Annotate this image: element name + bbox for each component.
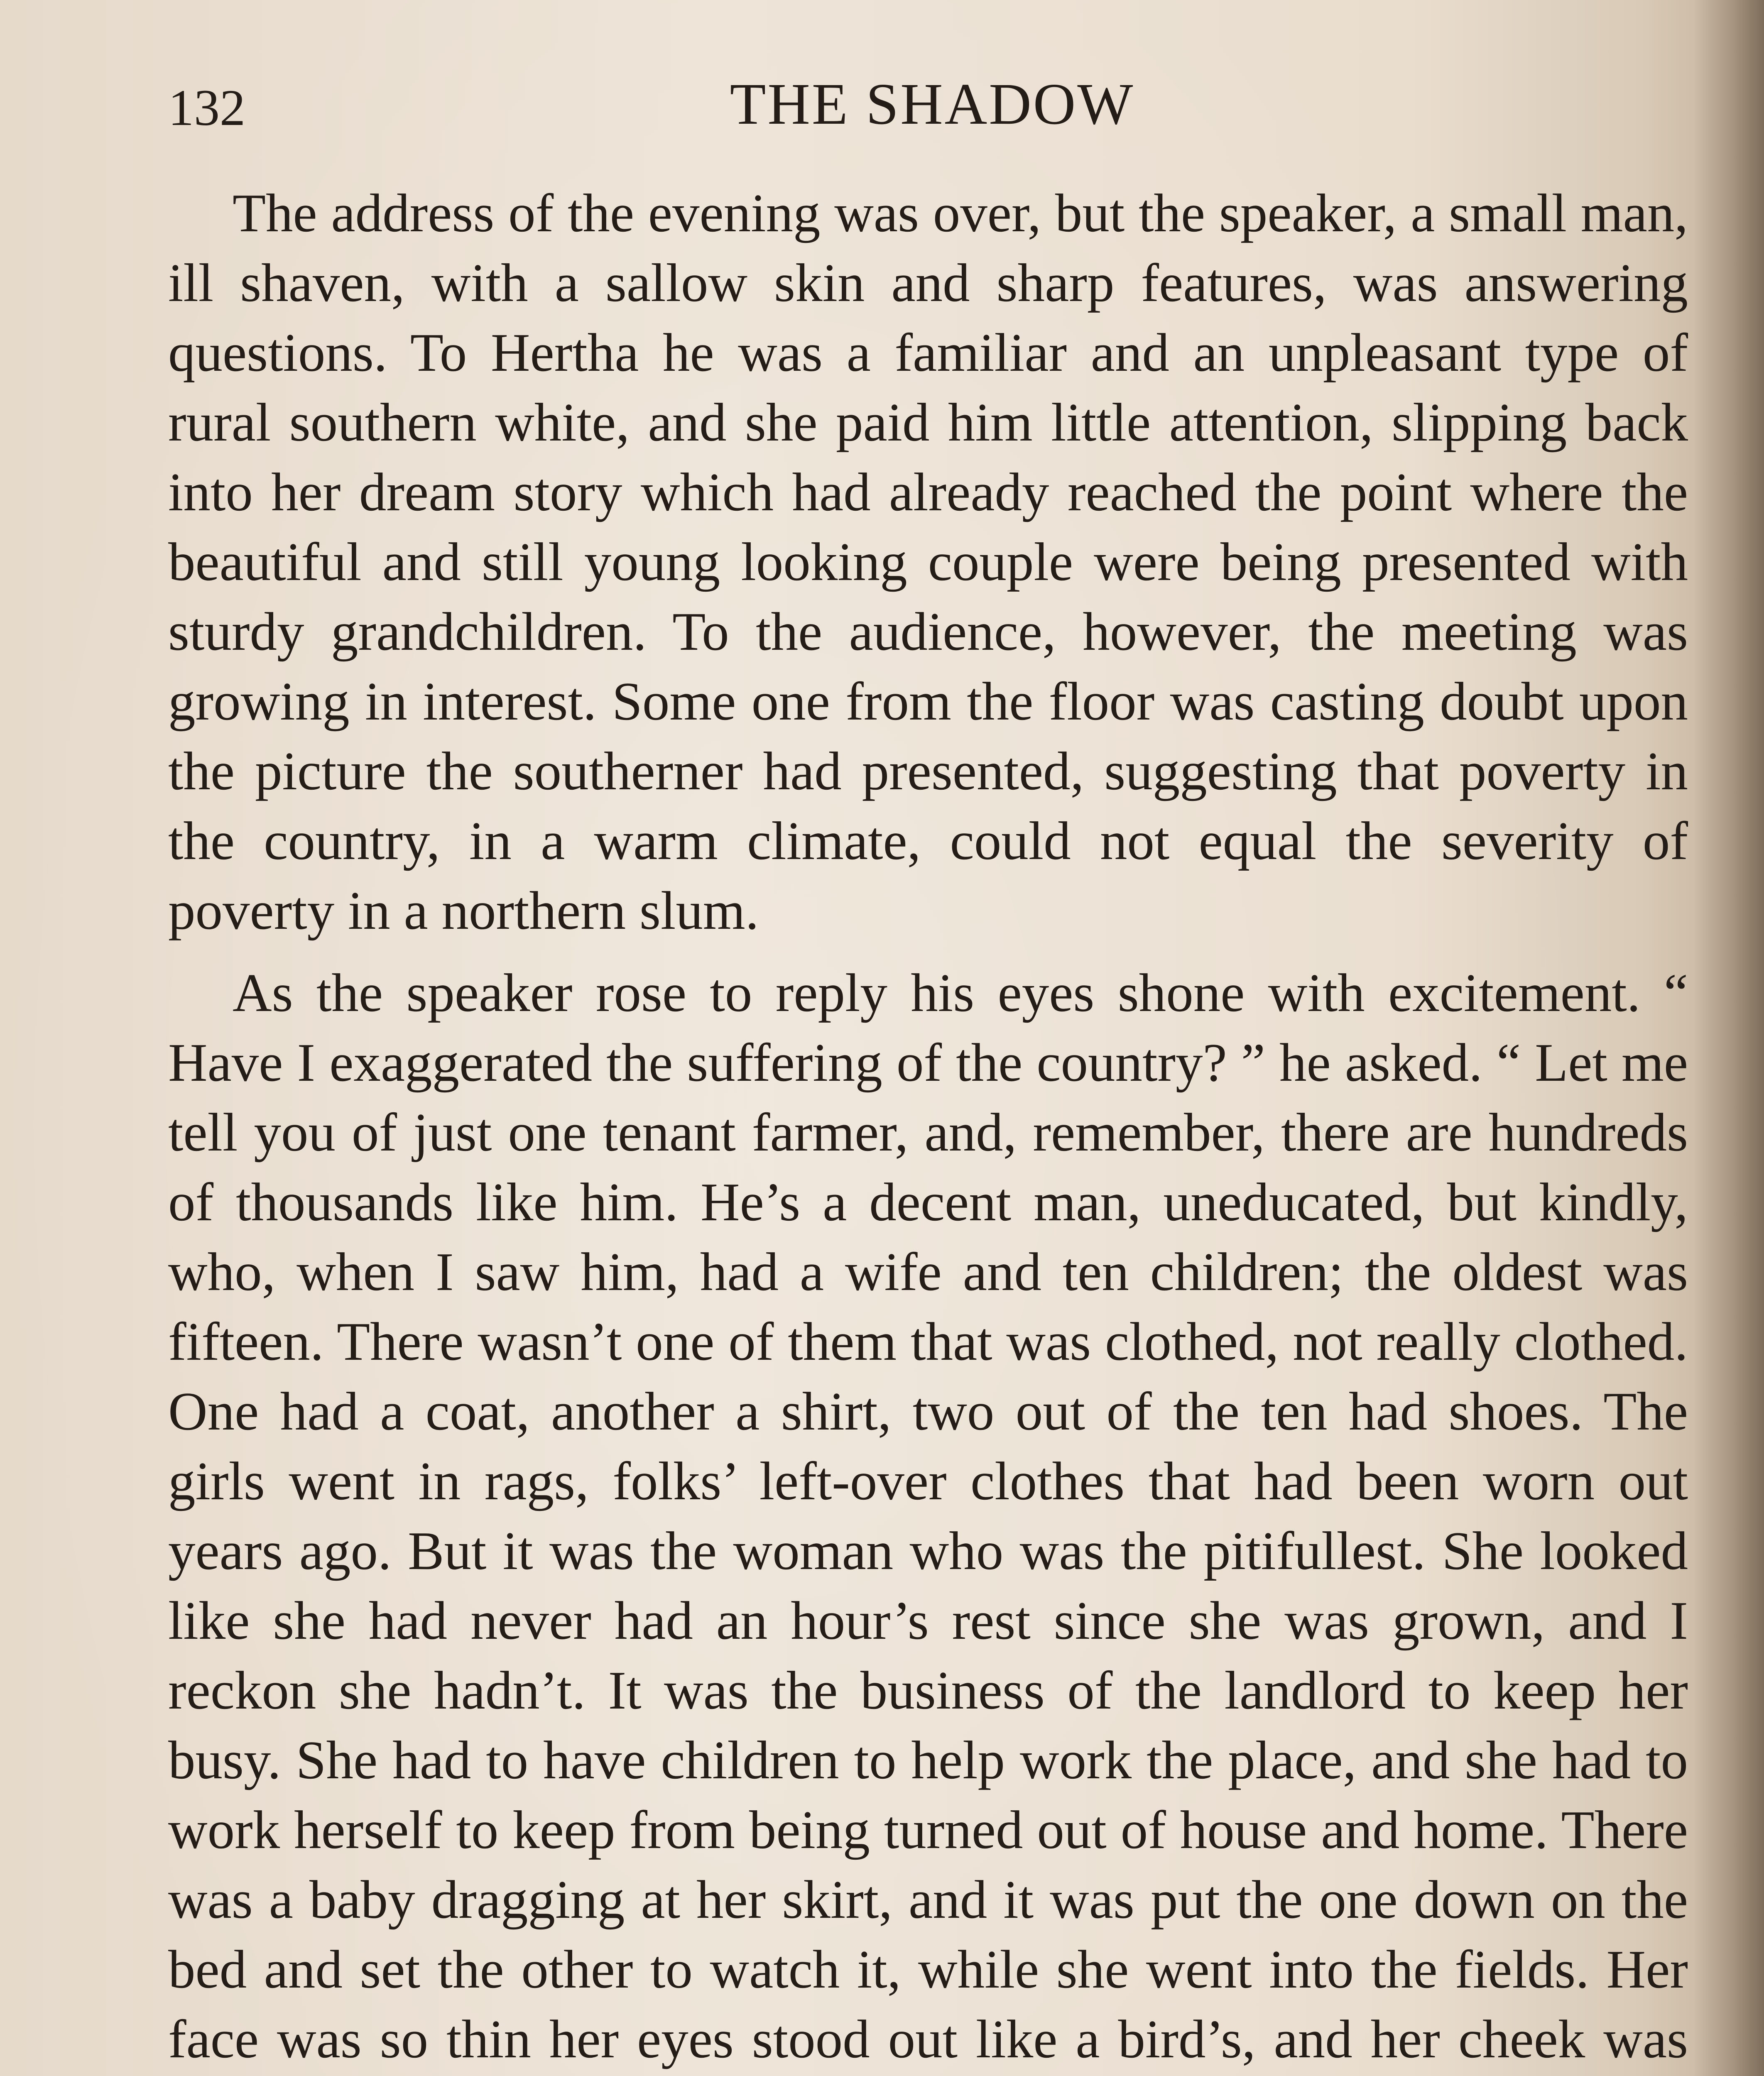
binding-shadow	[1693, 0, 1764, 2076]
running-head: THE SHADOW	[730, 71, 1135, 137]
page-number: 132	[168, 79, 245, 136]
paragraph-1: The address of the evening was over, but the speaker, a small man, ill shaven, with a sallow skin and sharp features, was answering questions. To Hertha he was a familiar and an unpleasant type of rural southern white, and she paid him little attention, slipping back into her dream story which had already reached the point where the beautiful and still young looking couple were being presented with sturdy grandchildren. To the audience, however, the meeting was growing in interest. Some one from the floor was casting doubt upon the picture the southerner had presented, suggesting that poverty in the country, in a warm climate, could not equal the severity of poverty in a northern slum.	[168, 183, 1688, 941]
paragraph-2: As the speaker rose to reply his eyes shone with excitement. “ Have I exaggerated the suffering of the country? ” he asked. “ Let me tell you of just one tenant farmer, and, remember, there are hundreds of thousands like him. He’s a decent man, uneducated, but kindly, who, when I saw him, had a wife and ten children; the oldest was fifteen. There wasn’t one of them that was clothed, not really clothed. One had a coat, another a shirt, two out of the ten had shoes. The girls went in rags, folks’ left-over clothes that had been worn out years ago. But it was the woman who was the pitifullest. She looked like she had never had an hour’s rest since she was grown, and I reckon she hadn’t. It was the business of the landlord to keep her busy. She had to have children to help work the place, and she had to work herself to keep from being turned out of house and home. There was a baby dragging at her skirt, and it was put the one down on the bed and set the other to watch it, while she went into the fields. Her face was so thin her eyes stood out like a bird’s, and her cheek was	[168, 963, 1688, 2069]
body-text	[168, 179, 1688, 2076]
page-header	[168, 71, 1696, 154]
